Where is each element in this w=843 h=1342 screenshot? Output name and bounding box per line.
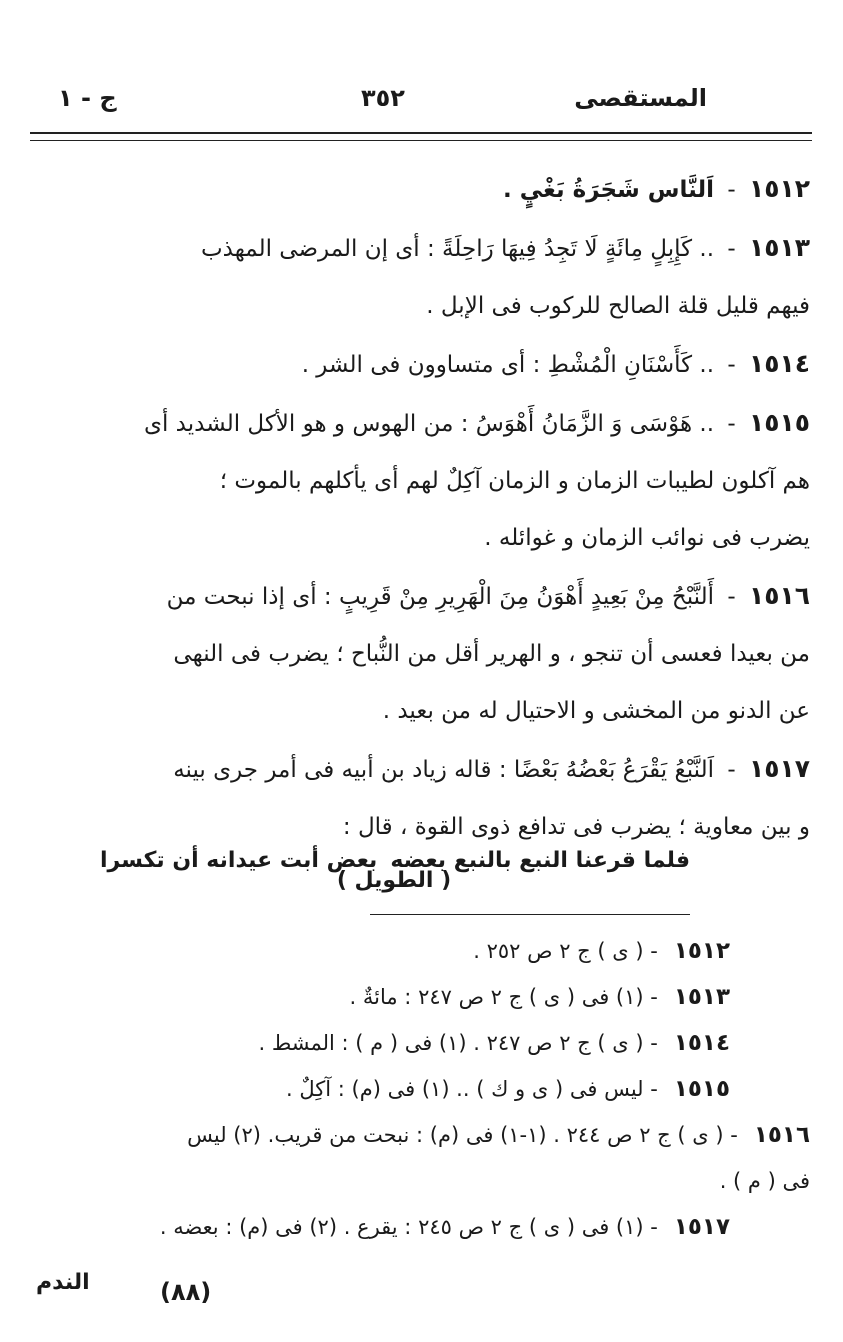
- signature-mark: (٨٨): [160, 1278, 212, 1306]
- entry-continuation: عن الدنو من المخشى و الاحتيال له من بعيد .: [382, 698, 810, 724]
- entry-number: ١٥١٤: [748, 349, 810, 378]
- footnote-number: ١٥١٢: [673, 938, 730, 964]
- footnote-text: - ليس فى ( ى و ك ) .. (١) فى (م) : آكِلٌ .: [286, 1077, 658, 1101]
- entry: ١٥١٧ - اَلنَّبْعُ يَقْرَعُ بَعْضُهُ بَعْضًا : قاله زياد بن أبيه فى أمر جرى بينه: [173, 754, 810, 783]
- entry: ١٥١٣ - .. كَإِبِلٍ مِائَةٍ لَا تَجِدُ فِيهَا رَاحِلَةً : أى إن المرضى المهذب: [200, 233, 810, 262]
- footnote-continuation: فى ( م ) .: [719, 1169, 810, 1193]
- verse-hemistich-first: فلما قرعنا النبع بالنبع بعضه: [390, 848, 690, 873]
- entry-text: اَلنَّبْعُ يَقْرَعُ بَعْضُهُ بَعْضًا : قاله زياد بن أبيه فى أمر جرى بينه: [173, 757, 715, 783]
- footnote-number: ١٥١٥: [673, 1076, 730, 1102]
- footnote-separator: [370, 914, 690, 915]
- footnote-text: - (١) فى ( ى ) ج ٢ ص ٢٤٥ : يقرع . (٢) فى (م) : بعضه .: [159, 1215, 658, 1239]
- entry-number: ١٥١٥: [748, 408, 810, 437]
- footnote: [20, 1066, 810, 1112]
- entry: ١٥١٥ - .. هَوْسَى وَ الزَّمَانُ أَهْوَسُ : من الهوس و هو الأكل الشديد أى: [143, 408, 810, 437]
- footnote: [20, 1112, 810, 1158]
- footnotes: [20, 928, 810, 1250]
- entry: ١٥١٦ - أَلنَّبْحُ مِنْ بَعِيدٍ أَهْوَنُ مِنَ الْهَرِيرِ مِنْ قَرِيبٍ : أى إذا نبحت من: [166, 581, 810, 610]
- footnote-number: ١٥١٦: [753, 1122, 810, 1148]
- footnote-number: ١٥١٧: [673, 1214, 730, 1240]
- page-number: ٣٥٢: [361, 84, 405, 112]
- verse-meter: ( الطويل ): [336, 868, 452, 893]
- entry-text: أَلنَّبْحُ مِنْ بَعِيدٍ أَهْوَنُ مِنَ الْهَرِيرِ مِنْ قَرِيبٍ : أى إذا نبحت من: [166, 584, 715, 610]
- footnote-text: - ( ى ) ج ٢ ص ٢٥٢ .: [473, 939, 658, 963]
- entry-continuation: هم آكلون لطيبات الزمان و الزمان آكِلٌ لهم أى يأكلهم بالموت ؛: [219, 468, 810, 494]
- footnote-text: - (١) فى ( ى ) ج ٢ ص ٢٤٧ : مائةٌ .: [349, 985, 658, 1009]
- footnote: [20, 928, 810, 974]
- entry-number: ١٥١٣: [748, 233, 810, 262]
- entry-number: ١٥١٧: [748, 754, 810, 783]
- entry-text: اَلنَّاس شَجَرَةُ بَغْيٍ .: [503, 177, 715, 203]
- entry-number: ١٥١٦: [748, 581, 810, 610]
- catchword: الندم: [36, 1270, 90, 1295]
- entry: ١٥١٢ - اَلنَّاس شَجَرَةُ بَغْيٍ .: [503, 174, 810, 203]
- footnote: [20, 1204, 810, 1250]
- volume-label: ج - ١: [58, 84, 117, 112]
- footnote: [20, 974, 810, 1020]
- footnote-number: ١٥١٤: [673, 1030, 730, 1056]
- entry-text: .. كَأَسْنَانِ الْمُشْطِ : أى متساوون فى الشر .: [301, 352, 715, 378]
- verse-hemistich-second: بعض أبت عيدانه أن تكسرا: [100, 848, 378, 873]
- footnote: [20, 1020, 810, 1066]
- entry: ١٥١٤ - .. كَأَسْنَانِ الْمُشْطِ : أى متساوون فى الشر .: [301, 349, 810, 378]
- entry-continuation: من بعيدا فعسى أن تنجو ، و الهرير أقل من النُّباح ؛ يضرب فى النهى: [173, 641, 810, 667]
- footnote-text: - ( ى ) ج ٢ ص ٢٤٧ . (١) فى ( م ) : المشط .: [258, 1031, 658, 1055]
- proverb-entries: [28, 160, 810, 906]
- entry-text: .. كَإِبِلٍ مِائَةٍ لَا تَجِدُ فِيهَا رَاحِلَةً : أى إن المرضى المهذب: [200, 236, 715, 262]
- entry-continuation: و بين معاوية ؛ يضرب فى تدافع ذوى القوة ، قال :: [342, 814, 810, 840]
- header-rule: [30, 132, 812, 141]
- book-title: المستقصى: [574, 84, 707, 112]
- entry-continuation: فيهم قليل قلة الصالح للركوب فى الإبل .: [426, 293, 810, 319]
- entry-continuation: يضرب فى نوائب الزمان و غوائله .: [484, 525, 810, 551]
- running-header: [30, 84, 812, 124]
- entry-text: .. هَوْسَى وَ الزَّمَانُ أَهْوَسُ : من الهوس و هو الأكل الشديد أى: [143, 411, 715, 437]
- entry-number: ١٥١٢: [748, 174, 810, 203]
- footnote-text: - ( ى ) ج ٢ ص ٢٤٤ . (١-١) فى (م) : نبحت من قريب. (٢) ليس: [187, 1123, 738, 1147]
- footnote-number: ١٥١٣: [673, 984, 730, 1010]
